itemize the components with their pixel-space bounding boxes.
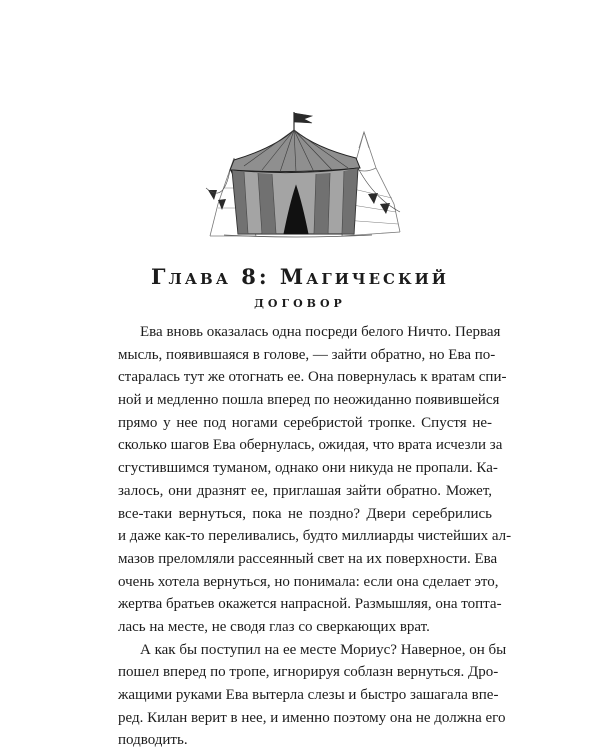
text-line: ред. Килан верит в нее, и именно поэтому она не должна его [118, 709, 506, 726]
paragraph-1 [118, 321, 512, 639]
chapter-body [118, 321, 512, 752]
text-line: сгустившимся туманом, однако они никуда не пропали. Ка- [118, 460, 498, 477]
text-line: залось, они дразнят ее, приглашая зайти обратно. Может, [118, 482, 492, 499]
circus-tent-icon [204, 108, 404, 258]
text-line: мысль, появившаяся в голове, — зайти обратно, но Ева по- [118, 346, 496, 363]
text-line: жертва братьев окажется напрасной. Размышляя, она топта- [118, 596, 502, 613]
chapter-subtitle: договор [254, 292, 346, 311]
text-line: ной и медленно пошла вперед по неожиданно появившейся [118, 392, 500, 409]
text-line: подводить. [118, 732, 188, 749]
text-line: очень хотела вернуться, но понимала: если она сделает это, [118, 573, 499, 590]
text-line: прямо у нее под ногами серебристой тропке. Спустя не- [118, 414, 492, 431]
text-line: А как бы поступил на ее месте Мориус? Наверное, он бы [140, 641, 507, 658]
text-line: жащими руками Ева вытерла слезы и быстро зашагала впе- [118, 687, 499, 703]
text-line: старалась тут же отогнать ее. Она повернулась к вратам спи- [118, 369, 507, 386]
text-line: мазов преломляли рассеянный свет на их поверхности. Ева [118, 550, 498, 567]
text-line: сколько шагов Ева обернулась, ожидая, что врата исчезли за [118, 437, 503, 454]
paragraph-2 [118, 639, 507, 752]
text-line: пошел вперед по тропе, игнорируя соблазн вернуться. Дро- [118, 664, 499, 681]
chapter-title: Глава 8: Магический [151, 264, 449, 289]
text-line: все-таки вернуться, пока не поздно? Двери серебрились [118, 505, 492, 522]
text-line: и даже как-то переливались, будто миллиарды чистейших ал- [118, 528, 512, 545]
text-line: лась на месте, не сводя глаз со сверкающих врат. [118, 618, 430, 635]
text-line: Ева вновь оказалась одна посреди белого Ничто. Первая [140, 324, 501, 340]
